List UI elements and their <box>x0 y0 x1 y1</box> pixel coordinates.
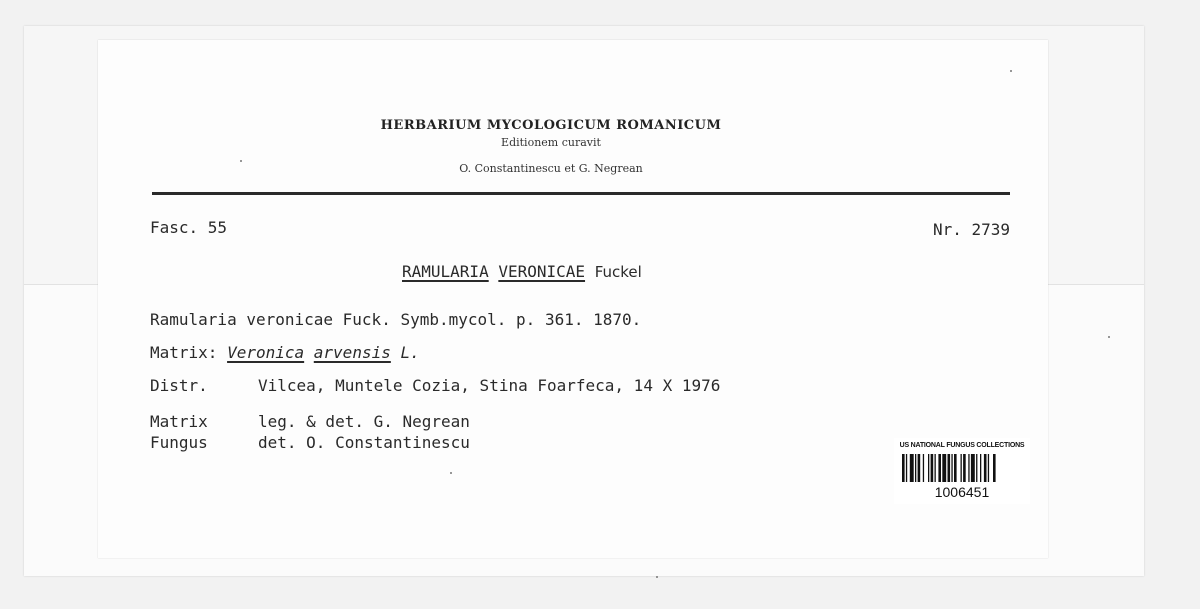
barcode-icon <box>902 454 1022 482</box>
barcode-label <box>894 438 1030 504</box>
barcode-bar <box>942 454 946 482</box>
host-epithet: arvensis <box>313 343 391 362</box>
determiner-text: det. O. Constantinescu <box>258 433 470 452</box>
distribution-line <box>150 376 720 395</box>
citation-line: Ramularia veronicae Fuck. Symb.mycol. p. 361. 1870. <box>150 310 642 329</box>
species-name <box>402 262 642 281</box>
paper-speck <box>450 472 452 474</box>
barcode-bar <box>963 454 966 482</box>
paper-speck <box>1108 336 1110 338</box>
species-epithet: VERONICAE <box>498 262 586 281</box>
herbarium-editors: O. Constantinescu et G. Negrean <box>459 162 643 175</box>
barcode-bar <box>993 454 996 482</box>
species-genus: RAMULARIA <box>402 262 489 281</box>
paper-speck <box>240 160 242 162</box>
barcode-bar <box>976 454 977 482</box>
barcode-bar <box>984 454 987 482</box>
barcode-bar <box>931 454 934 482</box>
barcode-bar <box>910 454 914 482</box>
barcode-bar <box>951 454 952 482</box>
matrix-line <box>150 343 420 362</box>
barcode-bar <box>923 454 924 482</box>
barcode-caption: US NATIONAL FUNGUS COLLECTIONS <box>899 442 1025 449</box>
collector-label: Matrix <box>150 412 208 431</box>
barcode-bar <box>954 454 957 482</box>
barcode-bar <box>948 454 951 482</box>
herbarium-title: HERBARIUM MYCOLOGICUM ROMANICUM <box>380 118 722 133</box>
collector-line <box>150 412 470 431</box>
host-genus: Veronica <box>227 343 305 362</box>
species-author: Fuckel <box>594 263 642 281</box>
determiner-label: Fungus <box>150 433 208 452</box>
paper-speck <box>1010 70 1012 72</box>
barcode-bar <box>915 454 916 482</box>
barcode-bar <box>961 454 962 482</box>
barcode-bar <box>902 454 905 482</box>
barcode-bar <box>918 454 921 482</box>
barcode-bar <box>968 454 969 482</box>
barcode-bar <box>935 454 936 482</box>
barcode-number: 1006451 <box>934 484 990 500</box>
distribution-label: Distr. <box>150 376 208 395</box>
paper-speck <box>656 576 658 578</box>
fascicle-number: Fasc. 55 <box>150 218 228 237</box>
specimen-label <box>98 40 1048 558</box>
barcode-bar <box>971 454 975 482</box>
collector-text: leg. & det. G. Negrean <box>258 412 470 431</box>
barcode-bar <box>928 454 929 482</box>
barcode-bar <box>988 454 989 482</box>
header-divider <box>152 192 1010 195</box>
host-author: L. <box>400 343 420 362</box>
determiner-line <box>150 433 470 452</box>
distribution-text: Vilcea, Muntele Cozia, Stina Foarfeca, 14 X 1976 <box>258 376 721 395</box>
barcode-bar <box>938 454 941 482</box>
herbarium-subtitle: Editionem curavit <box>501 136 601 149</box>
specimen-number: Nr. 2739 <box>932 220 1010 239</box>
matrix-label: Matrix: <box>150 343 218 362</box>
barcode-bar <box>980 454 981 482</box>
barcode-bar <box>906 454 907 482</box>
